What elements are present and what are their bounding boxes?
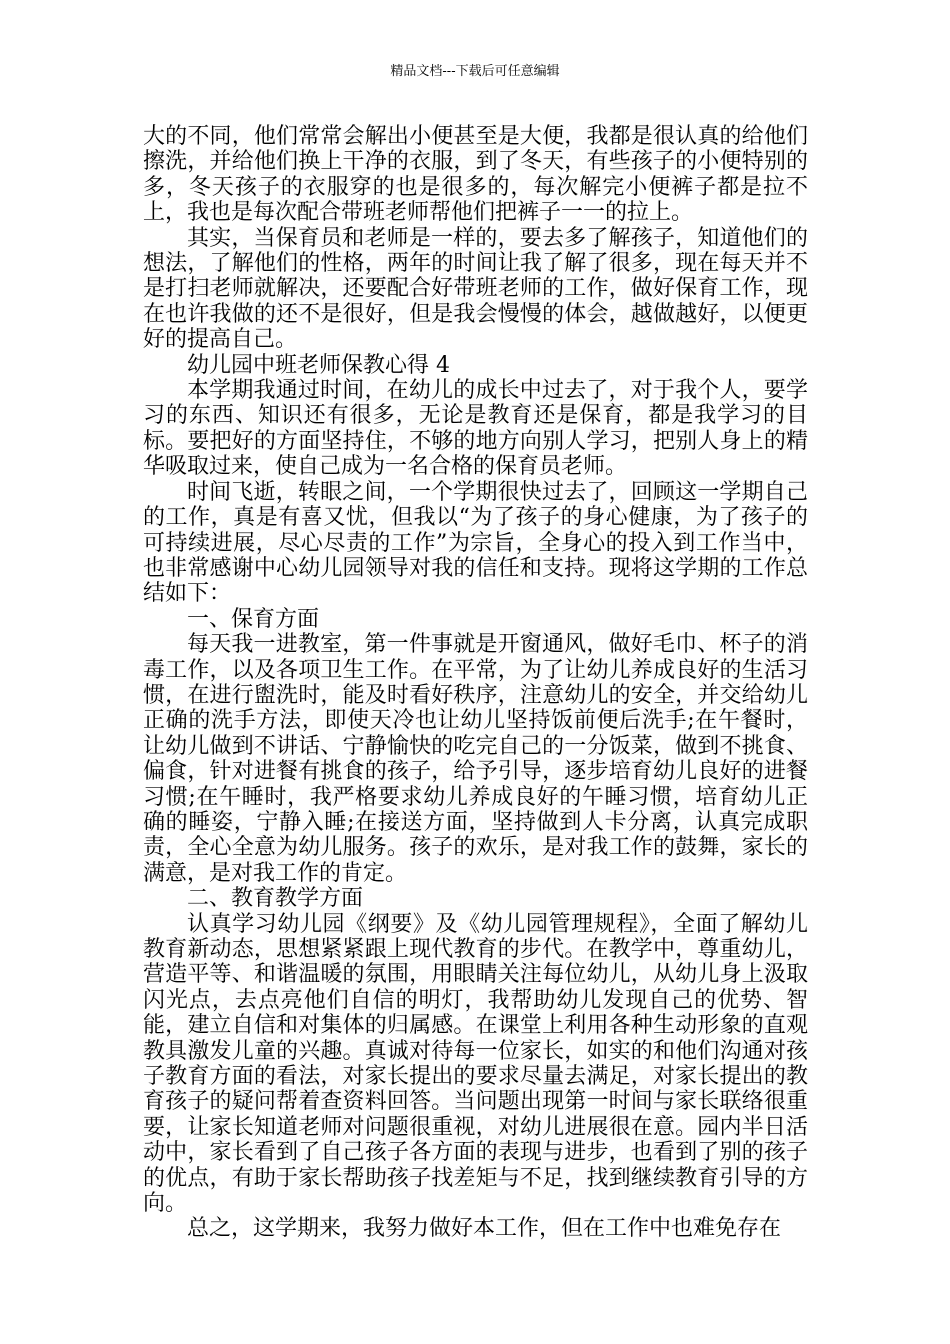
paragraph: 认真学习幼儿园《纲要》及《幼儿园管理规程》，全面了解幼儿教育新动态，思想紧紧跟上现代教育的步代。在教学中，尊重幼儿，营造平等、和谐温暖的氛围，用眼睛关注每位幼儿，从幼儿身上汲取闪光点，去点亮他们自信的明灯，我帮助幼儿发现自己的优势、智能，建立自信和对集体的归属感。在课堂上利用各种生动形象的直观教具激发儿童的兴趣。真诚对待每一位家长，如实的和他们沟通对孩子教育方面的看法，对家长提出的要求尽量去满足，对家长提出的教育孩子的疑问帮着查资料回答。当问题出现第一时间与家长联络很重要，让家长知道老师对问题很重视，对幼儿进展很在意。园内半日活动中，家长看到了自己孩子各方面的表现与进步，也看到了别的孩子的优点，有助于家长帮助孩子找差矩与不足，找到继续教育引导的方向。	[143, 911, 808, 1217]
paragraph: 其实，当保育员和老师是一样的，要去多了解孩子，知道他们的想法，了解他们的性格，两年的时间让我了解了很多，现在每天并不是打扫老师就解决，还要配合好带班老师的工作，做好保育工作，现在也许我做的还不是很好，但是我会慢慢的体会，越做越好，以便更好的提高自己。	[143, 225, 808, 353]
section-heading: 一、保育方面	[187, 606, 320, 632]
paragraph: 本学期我通过时间，在幼儿的成长中过去了，对于我个人，要学习的东西、知识还有很多，无论是教育还是保育，都是我学习的目标。要把好的方面坚持住，不够的地方向别人学习，把别人身上的精华吸取过来，使自己成为一名合格的保育员老师。	[143, 378, 808, 480]
paragraph: 每天我一进教室，第一件事就是开窗通风，做好毛巾、杯子的消毒工作，以及各项卫生工作。在平常，为了让幼儿养成良好的生活习惯，在进行盥洗时，能及时看好秩序，注意幼儿的安全，并交给幼儿正确的洗手方法，即使天冷也让幼儿坚持饭前便后洗手;在午餐时，让幼儿做到不讲话、宁静愉快的吃完自己的一分饭菜，做到不挑食、偏食，针对进餐有挑食的孩子，给予引导，逐步培育幼儿良好的进餐习惯;在午睡时，我严格要求幼儿养成良好的午睡习惯，培育幼儿正确的睡姿，宁静入睡;在接送方面，坚持做到人卡分离，认真完成职责，全心全意为幼儿服务。孩子的欢乐，是对我工作的鼓舞，家长的满意，是对我工作的肯定。	[143, 632, 808, 886]
page-header: 精品文档---下载后可任意编辑	[390, 64, 560, 79]
section-title: 幼儿园中班老师保教心得 4	[187, 352, 450, 378]
document-body	[143, 124, 808, 1242]
section-heading: 二、教育教学方面	[187, 886, 364, 912]
paragraph: 时间飞逝，转眼之间，一个学期很快过去了，回顾这一学期自己的工作，真是有喜又忧，但我以“为了孩子的身心健康，为了孩子的可持续进展，尽心尽责的工作”为宗旨，全身心的投入到工作当中，也非常感谢中心幼儿园领导对我的信任和支持。现将这学期的工作总结如下：	[143, 479, 808, 607]
paragraph: 总之，这学期来，我努力做好本工作，但在工作中也难免存在	[187, 1216, 782, 1242]
paragraph: 大的不同，他们常常会解出小便甚至是大便，我都是很认真的给他们擦洗，并给他们换上干净的衣服，到了冬天，有些孩子的小便特别的多，冬天孩子的衣服穿的也是很多的，每次解完小便裤子都是拉不上，我也是每次配合带班老师帮他们把裤子一一的拉上。	[143, 124, 808, 226]
